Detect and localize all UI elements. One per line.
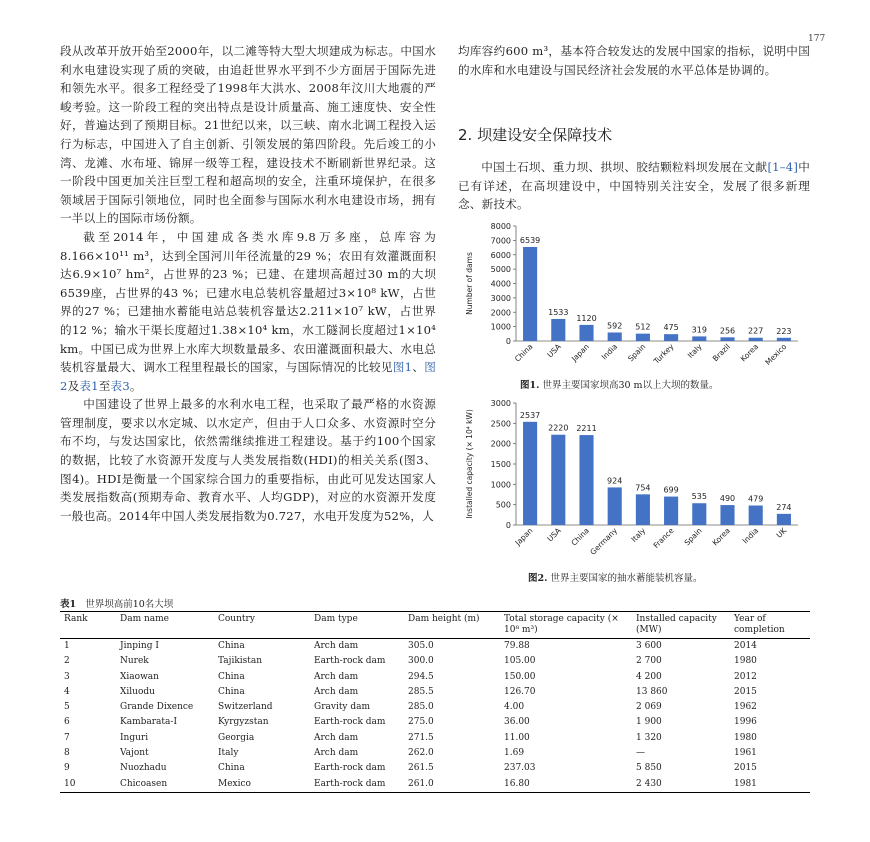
bar-value-label: 256 xyxy=(719,326,736,336)
table-cell: Kambarata-I xyxy=(120,717,177,728)
table-cell: 285.5 xyxy=(408,686,434,697)
bar xyxy=(523,247,537,341)
table-body xyxy=(60,639,810,793)
bar xyxy=(551,435,565,525)
bar-value-label: 227 xyxy=(748,326,764,336)
bar xyxy=(608,332,622,341)
table-cell: — xyxy=(636,748,645,759)
table-cell: 8 xyxy=(64,748,70,759)
table-cell: 36.00 xyxy=(504,717,530,728)
table-row xyxy=(60,639,810,655)
left-column xyxy=(60,42,436,525)
table-cell: 3 xyxy=(64,671,70,682)
paragraph-text: 中国土石坝、重力坝、拱坝、胶结颗粒料坝发展在文献 xyxy=(481,160,768,174)
table-cell: 285.0 xyxy=(408,702,434,713)
table-cell: 5 xyxy=(64,702,70,713)
table-cell: China xyxy=(218,686,245,697)
table-cell: China xyxy=(218,763,245,774)
paragraph xyxy=(458,158,810,214)
table-caption-label: 表1 xyxy=(60,599,77,610)
table-cell: Earth-rock dam xyxy=(314,656,386,667)
table-cell: 2 xyxy=(64,656,70,667)
table-header-cell: Year of completion xyxy=(734,614,785,635)
y-tick-label: 1500 xyxy=(490,460,511,469)
y-tick-label: 5000 xyxy=(490,265,511,275)
table-cell: Earth-rock dam xyxy=(314,778,386,789)
table-cell: 105.00 xyxy=(504,656,536,667)
table-cell: 79.88 xyxy=(504,641,530,651)
y-tick-label: 500 xyxy=(495,500,511,510)
y-axis-label: Number of dams xyxy=(465,252,474,315)
x-tick-label: China xyxy=(569,526,591,548)
table-header-cell: Dam name xyxy=(120,614,169,624)
tab3-link[interactable]: 表3 xyxy=(110,378,130,393)
bar-value-label: 2537 xyxy=(519,410,541,420)
bar-value-label: 535 xyxy=(691,492,707,502)
right-top-paragraph xyxy=(458,42,810,79)
bar xyxy=(749,338,763,341)
bar xyxy=(664,497,678,525)
table-cell: 1 xyxy=(64,641,70,651)
bar xyxy=(692,336,706,341)
x-tick-label: Korea xyxy=(710,526,732,548)
table-cell: 262.0 xyxy=(408,748,434,759)
table-cell: 1961 xyxy=(734,748,757,759)
table-cell: 1.69 xyxy=(504,748,525,759)
bar xyxy=(608,487,622,525)
ref-end: 。 xyxy=(129,378,142,393)
table-cell: 271.5 xyxy=(408,732,434,743)
table-row xyxy=(60,746,810,761)
right-paragraph xyxy=(458,158,810,214)
y-tick-label: 0 xyxy=(505,337,511,346)
bar-value-label: 2220 xyxy=(548,423,569,433)
bar-value-label: 475 xyxy=(663,323,679,333)
table-cell: 2015 xyxy=(734,763,757,774)
caption-label: 图1. xyxy=(520,380,540,391)
table-cell: 2 069 xyxy=(636,702,662,713)
table-row xyxy=(60,685,810,700)
bar-value-label: 924 xyxy=(607,476,623,486)
table-cell: 2012 xyxy=(734,671,757,682)
figure1-bar-chart xyxy=(458,218,810,378)
bar xyxy=(636,494,650,525)
table-cell: 11.00 xyxy=(504,732,530,743)
x-tick-label: Italy xyxy=(629,526,648,544)
table-cell: 4.00 xyxy=(504,702,525,713)
table-cell: 300.0 xyxy=(408,656,434,667)
bar xyxy=(777,514,791,525)
table-cell: Nurek xyxy=(120,656,149,667)
table-caption xyxy=(60,596,173,610)
bar-value-label: 223 xyxy=(776,326,792,336)
bar-value-label: 1120 xyxy=(576,313,597,323)
table-header-cell: Rank xyxy=(64,614,88,624)
table-cell: Earth-rock dam xyxy=(314,763,386,774)
bar-value-label: 479 xyxy=(748,494,764,504)
page-number: 177 xyxy=(808,34,826,44)
bar xyxy=(720,337,734,341)
table-cell: 294.5 xyxy=(408,671,434,682)
x-tick-label: Japan xyxy=(513,526,535,548)
bar xyxy=(664,334,678,341)
table-cell: 1980 xyxy=(734,732,757,743)
bar xyxy=(749,506,763,525)
table-cell: 150.00 xyxy=(504,671,536,682)
table-cell: Grande Dixence xyxy=(120,702,194,713)
table-cell: Gravity dam xyxy=(314,702,371,713)
fig2-link[interactable]: 图2 xyxy=(60,360,437,393)
table-cell: Xiaowan xyxy=(120,671,159,682)
y-tick-label: 3000 xyxy=(490,399,511,408)
bar-value-label: 490 xyxy=(719,494,736,504)
table-header xyxy=(60,612,810,639)
table-cell: China xyxy=(218,641,245,651)
table-cell: Arch dam xyxy=(314,671,359,682)
fig1-link[interactable]: 图1 xyxy=(392,360,413,375)
table-caption-text: 世界坝高前10名大坝 xyxy=(85,599,174,610)
x-tick-label: USA xyxy=(545,526,563,544)
bar xyxy=(551,319,565,341)
y-tick-label: 2000 xyxy=(490,439,511,449)
table-cell: 2 700 xyxy=(636,656,662,667)
table-cell: Kyrgyzstan xyxy=(218,717,269,728)
table-cell: Georgia xyxy=(218,732,255,743)
y-tick-label: 7000 xyxy=(490,236,511,246)
table-cell: Chicoasen xyxy=(120,778,168,789)
x-tick-label: France xyxy=(651,526,676,551)
x-tick-label: Spain xyxy=(682,526,704,548)
table-cell: 4 xyxy=(64,686,70,697)
y-tick-label: 3000 xyxy=(490,293,511,303)
bar xyxy=(579,325,593,341)
table-cell: Mexico xyxy=(218,778,251,789)
bar xyxy=(777,338,791,341)
bar xyxy=(720,505,734,525)
bar-value-label: 319 xyxy=(691,325,707,335)
x-tick-label: India xyxy=(599,342,620,362)
table-row xyxy=(60,654,810,669)
y-tick-label: 1000 xyxy=(490,322,511,332)
caption-label: 图2. xyxy=(528,573,548,584)
table-row xyxy=(60,670,810,685)
paragraph: 均库容约600 m³，基本符合较发达的发展中国家的指标，说明中国的水库和水电建设与国民经济社会发展的水平总体是协调的。 xyxy=(458,44,810,77)
y-tick-label: 6000 xyxy=(490,250,511,260)
table-row xyxy=(60,700,810,715)
bar-value-label: 592 xyxy=(607,321,623,331)
table-row xyxy=(60,731,810,746)
table-cell: 10 xyxy=(64,778,76,789)
table-header-row xyxy=(60,612,810,639)
bar-value-label: 699 xyxy=(663,485,679,495)
x-tick-label: Turkey xyxy=(651,342,676,366)
table-cell: 1962 xyxy=(734,702,757,713)
citation-link[interactable]: [1–4] xyxy=(767,160,799,174)
table-header-cell: Dam height (m) xyxy=(408,614,480,624)
caption-text: 世界主要国家的抽水蓄能装机容量。 xyxy=(547,573,703,584)
table-cell: 5 850 xyxy=(636,763,662,774)
table-header-cell: Installed capacity (MW) xyxy=(636,614,717,635)
table-cell: 261.5 xyxy=(408,763,434,774)
table-header-cell: Country xyxy=(218,614,255,624)
x-tick-label: Spain xyxy=(626,342,648,364)
bar xyxy=(523,422,537,525)
bar xyxy=(579,435,593,525)
table-cell: 275.0 xyxy=(408,717,434,728)
table-cell: Arch dam xyxy=(314,748,359,759)
table-cell: 1980 xyxy=(734,656,757,667)
x-tick-label: UK xyxy=(774,526,789,540)
table-row xyxy=(60,715,810,730)
table-cell: 13 860 xyxy=(636,686,668,697)
table-cell: Italy xyxy=(218,748,239,759)
table-header-cell: Total storage capacity (× 10⁸ m³) xyxy=(504,614,619,635)
caption-text: 世界主要国家坝高30 m以上大坝的数量。 xyxy=(539,380,719,391)
table-cell: Vajont xyxy=(120,748,149,759)
y-tick-label: 2000 xyxy=(490,308,511,318)
table-cell: 1981 xyxy=(734,778,757,789)
x-tick-label: Italy xyxy=(685,342,704,360)
bar-value-label: 6539 xyxy=(519,236,541,246)
table-cell: Nuozhadu xyxy=(120,763,167,774)
table-cell: Arch dam xyxy=(314,732,359,743)
table-cell: Switzerland xyxy=(218,702,273,713)
table-cell: China xyxy=(218,671,245,682)
y-tick-label: 1000 xyxy=(490,480,511,490)
table-cell: 4 200 xyxy=(636,671,662,682)
table-cell: 261.0 xyxy=(408,778,434,789)
paragraph: 中国建设了世界上最多的水利水电工程，也采取了最严格的水资源管理制度，要求以水定城、以水定产，但由于人口众多、水资源时空分布不均，与发达国家比，依然需继续推进工程建设。基于约100个国家的数据，比较了水资源开发度与人类发展指数(HDI)的相关关系(图3、图4)。HDI是衡量一个国家综合国力的重要指标，由此可见发达国家人类发展指数高(预期寿命、教育水平、人均GDP)，对应的水资源开发度一般也高。2014年中国人类发展指数为0.727，水电开发度为52%，人 xyxy=(60,397,436,523)
ref-to: 至 xyxy=(98,378,111,393)
figure2-bar-chart xyxy=(458,395,810,565)
paragraph xyxy=(60,228,436,395)
table-cell: 2 430 xyxy=(636,778,662,789)
table-row xyxy=(60,761,810,776)
paragraph: 段从改革开放开始至2000年，以二滩等特大型大坝建成为标志。中国水利水电建设实现了质的突破，由追赶世界水平到不少方面居于国际先进和领先水平。很多工程经受了1998年大洪水、2008年汶川大地震的严峻考验。这一阶段工程的突出特点是设计质量高、施工速度快、安全性好，普遍达到了预期目标。21世纪以来，以三峡、南水北调工程投入运行为标志，中国进入了自主创新、引领发展的第四阶段。先后竣工的小湾、龙滩、水布垭、锦屏一级等工程，建设技术不断刷新世界纪录。这一阶段中国更加关注巨型工程和超高坝的安全，注重环境保护，在很多领域居于国际引领地位，同时也全面参与国际水利水电建设市场，拥有一半以上的国际市场份额。 xyxy=(60,44,436,226)
table-cell: 9 xyxy=(64,763,70,774)
table-cell: 7 xyxy=(64,732,70,743)
bar xyxy=(692,503,706,525)
y-tick-label: 4000 xyxy=(490,279,511,289)
table-cell: 2015 xyxy=(734,686,757,697)
table-cell: 16.80 xyxy=(504,778,530,789)
x-tick-label: USA xyxy=(545,342,563,360)
bar-value-label: 754 xyxy=(635,483,651,493)
table-cell: 2014 xyxy=(734,641,757,651)
tab1-link[interactable]: 表1 xyxy=(79,378,99,393)
bar-value-label: 274 xyxy=(776,502,792,512)
table-cell: 237.03 xyxy=(504,763,536,774)
table-row xyxy=(60,777,810,793)
table-cell: 1 320 xyxy=(636,732,662,743)
table-cell: Jinping I xyxy=(120,641,159,651)
table-cell: 126.70 xyxy=(504,686,536,697)
table-cell: 305.0 xyxy=(408,641,434,651)
table-cell: Arch dam xyxy=(314,686,359,697)
x-tick-label: China xyxy=(512,342,535,364)
bar-value-label: 512 xyxy=(635,322,651,332)
table-cell: 3 600 xyxy=(636,641,662,651)
x-tick-label: Brazil xyxy=(710,342,732,364)
dams-table xyxy=(60,611,810,793)
x-tick-label: Germany xyxy=(588,526,620,557)
x-tick-label: Mexico xyxy=(763,342,789,367)
figure2-caption xyxy=(528,570,702,584)
table-cell: Arch dam xyxy=(314,641,359,651)
figure1-caption xyxy=(520,377,719,391)
x-tick-label: Korea xyxy=(738,342,761,364)
section-title: 2. 坝建设安全保障技术 xyxy=(458,126,613,144)
ref-sep: 、 xyxy=(412,360,425,375)
bar-value-label: 2211 xyxy=(576,424,597,434)
table-cell: Inguri xyxy=(120,732,149,743)
table-header-cell: Dam type xyxy=(314,614,358,624)
x-tick-label: India xyxy=(740,526,761,546)
paragraph-text: 截至2014年，中国建成各类水库9.8万多座，总库容为8.166×10¹¹ m³，达到全国河川年径流量的29 %；农田有效灌溉面积达6.9×10⁷ hm²，占世界的23 %；已建、在建坝高超过30 m的大坝6539座，占世界的43 %；已建水电总装机容量超过3×10⁸ kW，占世界的27 %；已建抽水蓄能电站总装机容量达2.211×10⁷ kW，占世界的12 %；输水干渠长度超过1.38×10⁴ km，水工隧洞长度超过1×10⁴ km。中国已成为世界上水库大坝数量最多、农田灌溉面积最大、水电总装机容量最大、调水工程里程最长的国家，与国际情况的比较见 xyxy=(60,229,436,375)
y-axis-label: Installed capacity (× 10⁴ kW) xyxy=(465,409,474,519)
table-cell: Earth-rock dam xyxy=(314,717,386,728)
y-tick-label: 8000 xyxy=(490,222,511,231)
ref-and: 及 xyxy=(67,378,80,393)
table-cell: 1 900 xyxy=(636,717,662,728)
y-tick-label: 0 xyxy=(505,521,511,530)
bar xyxy=(636,334,650,341)
table-cell: Xiluodu xyxy=(120,686,155,697)
bar-value-label: 1533 xyxy=(548,307,569,317)
x-tick-label: Japan xyxy=(569,342,591,364)
table-cell: Tajikistan xyxy=(218,656,263,667)
paragraph-text: 中已有详述，在高坝建设中，中国特别关注安全，发展了很多新理念、新技术。 xyxy=(458,160,810,212)
y-tick-label: 2500 xyxy=(490,419,511,429)
table-cell: 1996 xyxy=(734,717,757,728)
table-cell: 6 xyxy=(64,717,70,728)
